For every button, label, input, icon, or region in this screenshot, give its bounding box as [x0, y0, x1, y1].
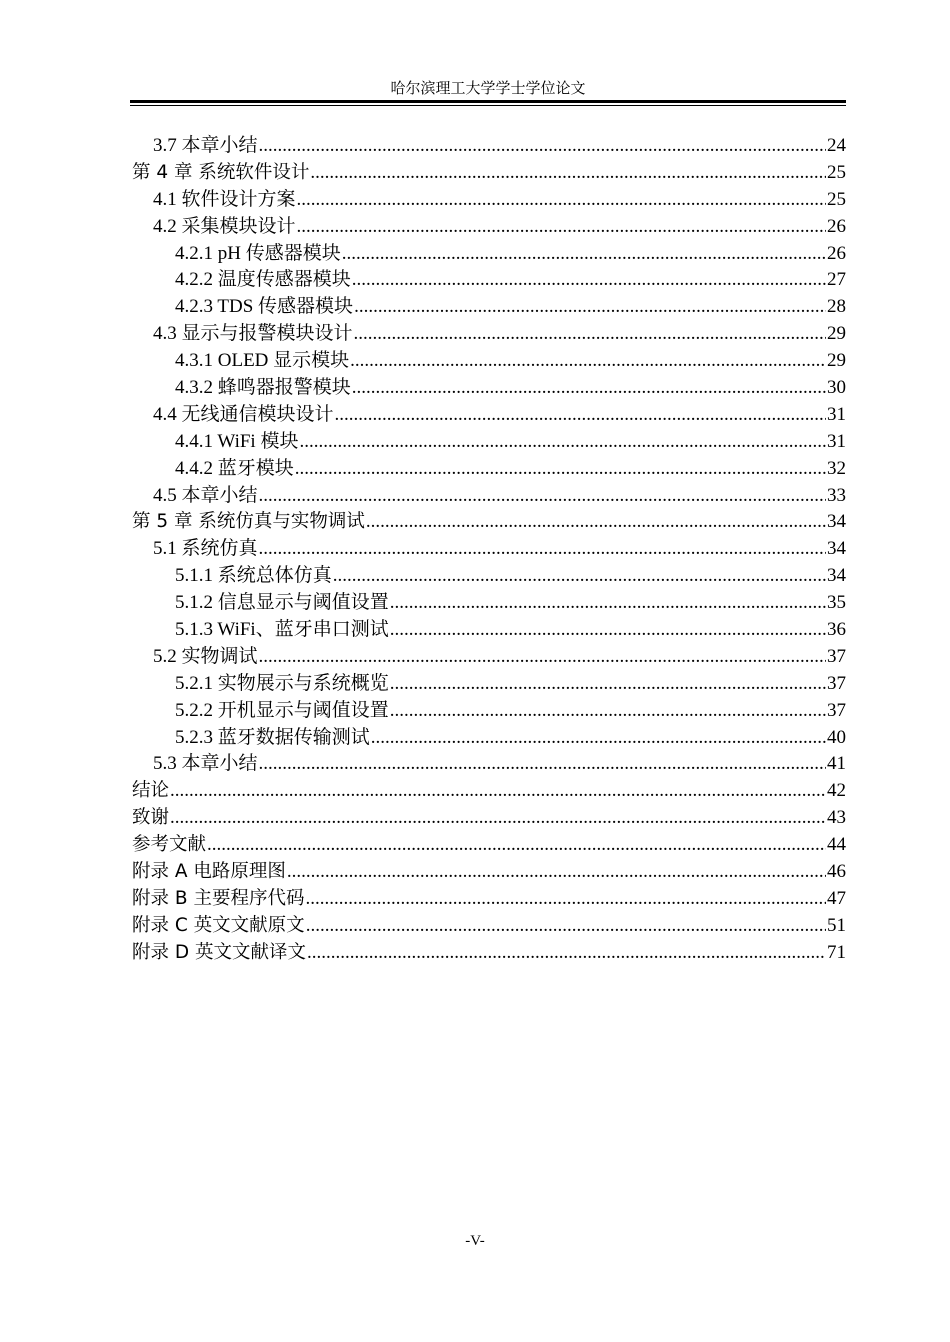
toc-entry-title: 5.1.3 WiFi、蓝牙串口测试	[175, 619, 389, 641]
toc-entry[interactable]	[132, 348, 846, 375]
toc-entry-title: 4.4 无线通信模块设计	[153, 403, 334, 425]
toc-entry-title: 4.3.2 蜂鸣器报警模块	[175, 377, 351, 399]
page-number: -V-	[465, 1233, 485, 1249]
dot-leader	[352, 267, 826, 294]
toc-entry[interactable]	[132, 886, 846, 913]
toc-entry[interactable]	[132, 644, 846, 671]
toc-entry[interactable]	[132, 778, 846, 805]
toc-entry-page: 31	[827, 403, 846, 425]
toc-entry-title: 4.1 软件设计方案	[153, 188, 296, 210]
toc-entry[interactable]	[132, 805, 846, 832]
toc-entry-page: 25	[827, 161, 846, 183]
toc-entry[interactable]	[132, 913, 846, 940]
toc-entry-title: 致谢	[132, 807, 170, 829]
toc-entry-title: 4.5 本章小结	[153, 484, 258, 506]
toc-entry[interactable]	[132, 160, 846, 187]
toc-entry[interactable]	[132, 375, 846, 402]
toc-entry-page: 44	[827, 834, 846, 856]
toc-entry-title: 附录 A 电路原理图	[132, 861, 286, 883]
toc-entry-title: 4.3.1 OLED 显示模块	[175, 350, 350, 372]
toc-entry[interactable]	[132, 832, 846, 859]
running-header: 哈尔滨理工大学学士学位论文	[390, 81, 586, 97]
toc-entry[interactable]	[132, 429, 846, 456]
toc-entry-page: 25	[827, 188, 846, 210]
toc-entry-page: 33	[827, 484, 846, 506]
toc-entry-title: 结论	[132, 780, 170, 802]
dot-leader	[371, 725, 826, 752]
toc-entry-title: 附录 C 英文文献原文	[132, 914, 305, 936]
toc-entry-title: 5.2 实物调试	[153, 645, 258, 667]
toc-entry[interactable]	[132, 214, 846, 241]
toc-entry[interactable]	[132, 671, 846, 698]
toc-entry-page: 28	[827, 296, 846, 318]
toc-entry-title: 5.1.2 信息显示与阈值设置	[175, 592, 389, 614]
dot-leader	[297, 187, 826, 214]
dot-leader	[259, 483, 826, 510]
toc-entry-title: 4.4.2 蓝牙模块	[175, 457, 294, 479]
toc-entry-page: 26	[827, 215, 846, 237]
toc-entry[interactable]	[132, 187, 846, 214]
dot-leader	[259, 644, 826, 671]
dot-leader	[306, 913, 826, 940]
toc-entry-title: 5.2.2 开机显示与阈值设置	[175, 699, 389, 721]
toc-entry-page: 71	[827, 941, 846, 963]
toc-entry-title: 4.4.1 WiFi 模块	[175, 430, 299, 452]
toc-entry-page: 43	[827, 807, 846, 829]
dot-leader	[307, 940, 826, 967]
toc-entry-title: 4.2.3 TDS 传感器模块	[175, 296, 354, 318]
toc-entry-title: 5.1.1 系统总体仿真	[175, 565, 332, 587]
dot-leader	[310, 160, 826, 187]
toc-entry-title: 4.2.2 温度传感器模块	[175, 269, 351, 291]
toc-entry[interactable]	[132, 509, 846, 536]
toc-entry-title: 附录 D 英文文献译文	[132, 941, 307, 963]
toc-entry[interactable]	[132, 294, 846, 321]
toc-entry-page: 31	[827, 430, 846, 452]
toc-entry-title: 附录 B 主要程序代码	[132, 887, 305, 909]
toc-entry[interactable]	[132, 590, 846, 617]
dot-leader	[259, 751, 826, 778]
toc-entry-page: 26	[827, 242, 846, 264]
dot-leader	[170, 805, 826, 832]
toc-entry-title: 第 4 章 系统软件设计	[132, 161, 310, 183]
toc-entry-title: 3.7 本章小结	[153, 135, 258, 156]
toc-entry-title: 5.2.3 蓝牙数据传输测试	[175, 726, 370, 748]
toc-entry-page: 37	[827, 672, 846, 694]
toc-entry-page: 34	[827, 511, 846, 533]
toc-entry-title: 第 5 章 系统仿真与实物调试	[132, 511, 365, 533]
toc-entry-page: 51	[827, 914, 846, 936]
toc-entry-page: 27	[827, 269, 846, 291]
table-of-contents	[132, 133, 846, 967]
dot-leader	[305, 886, 826, 913]
toc-entry-page: 41	[827, 753, 846, 775]
dot-leader	[352, 375, 826, 402]
toc-entry[interactable]	[132, 321, 846, 348]
dot-leader	[287, 859, 826, 886]
dot-leader	[170, 778, 826, 805]
dot-leader	[390, 671, 826, 698]
toc-entry-page: 46	[827, 861, 846, 883]
dot-leader	[390, 590, 826, 617]
header-rule-thin	[130, 105, 846, 106]
dot-leader	[207, 832, 826, 859]
dot-leader	[390, 617, 826, 644]
toc-entry[interactable]	[132, 617, 846, 644]
toc-entry[interactable]	[132, 725, 846, 752]
toc-entry[interactable]	[132, 563, 846, 590]
toc-entry-page: 29	[827, 323, 846, 345]
dot-leader	[366, 509, 826, 536]
toc-entry-title: 5.1 系统仿真	[153, 538, 258, 560]
toc-entry-page: 42	[827, 780, 846, 802]
toc-entry[interactable]	[132, 940, 846, 967]
toc-entry-title: 参考文献	[132, 834, 207, 856]
toc-entry-title: 4.3 显示与报警模块设计	[153, 323, 353, 345]
toc-entry[interactable]	[132, 133, 846, 160]
toc-entry-title: 5.3 本章小结	[153, 753, 258, 775]
toc-entry-page: 35	[827, 592, 846, 614]
toc-entry-title: 4.2 采集模块设计	[153, 215, 296, 237]
toc-entry-page: 40	[827, 726, 846, 748]
toc-entry-page: 30	[827, 377, 846, 399]
toc-entry-page: 24	[827, 135, 846, 156]
toc-entry-page: 32	[827, 457, 846, 479]
dot-leader	[390, 698, 826, 725]
dot-leader	[335, 402, 826, 429]
dot-leader	[299, 429, 826, 456]
dot-leader	[354, 294, 826, 321]
toc-entry[interactable]	[132, 536, 846, 563]
dot-leader	[297, 214, 826, 241]
toc-entry[interactable]	[132, 859, 846, 886]
toc-entry[interactable]	[132, 751, 846, 778]
dot-leader	[259, 536, 826, 563]
dot-leader	[342, 241, 826, 268]
toc-entry-page: 37	[827, 699, 846, 721]
toc-entry-page: 47	[827, 887, 846, 909]
toc-entry-page: 37	[827, 645, 846, 667]
toc-entry-page: 34	[827, 565, 846, 587]
toc-entry-title: 4.2.1 pH 传感器模块	[175, 242, 341, 264]
toc-entry[interactable]	[132, 402, 846, 429]
header-rule-thick	[130, 100, 846, 103]
dot-leader	[259, 133, 826, 160]
toc-entry-page: 29	[827, 350, 846, 372]
toc-entry-page: 34	[827, 538, 846, 560]
toc-entry[interactable]	[132, 456, 846, 483]
dot-leader	[295, 456, 826, 483]
toc-entry-title: 5.2.1 实物展示与系统概览	[175, 672, 389, 694]
dot-leader	[333, 563, 826, 590]
toc-entry[interactable]	[132, 241, 846, 268]
toc-entry[interactable]	[132, 698, 846, 725]
dot-leader	[350, 348, 826, 375]
toc-entry-page: 36	[827, 619, 846, 641]
dot-leader	[354, 321, 826, 348]
toc-entry[interactable]	[132, 267, 846, 294]
toc-entry[interactable]	[132, 483, 846, 510]
